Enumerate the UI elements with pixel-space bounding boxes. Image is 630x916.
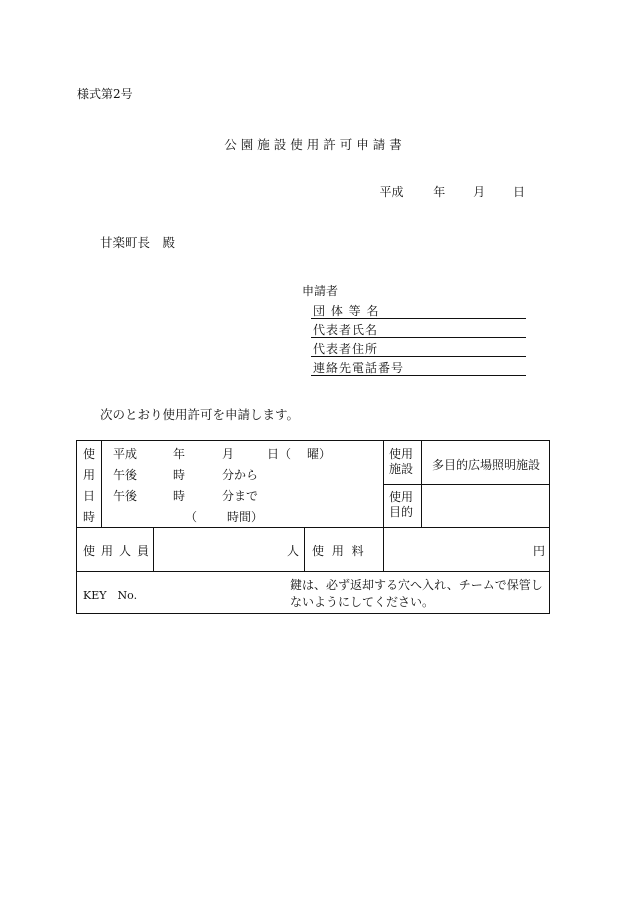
- period-label-2: 用: [83, 468, 96, 482]
- date-era: 平成: [379, 185, 404, 199]
- purpose-label: 使用目的: [389, 490, 414, 519]
- fee-unit: 円: [533, 544, 546, 558]
- applicant-heading: 申請者: [302, 284, 339, 298]
- start-ampm: 午後: [113, 468, 138, 482]
- purpose-input[interactable]: [423, 485, 547, 525]
- request-statement: 次のとおり使用許可を申請します。: [100, 407, 300, 422]
- fee-input[interactable]: [387, 531, 547, 569]
- application-table: [76, 440, 550, 614]
- addressee: 甘楽町長 殿: [100, 235, 176, 250]
- users-unit: 人: [287, 544, 300, 558]
- representative-name-label: 代表者氏名: [313, 323, 379, 337]
- representative-name-field[interactable]: [311, 321, 526, 338]
- end-minute: 分まで: [222, 489, 259, 503]
- duration-open: （: [185, 510, 198, 524]
- facility-label: 使用施設: [389, 447, 414, 476]
- duration-hours: 時間）: [227, 510, 264, 524]
- users-input[interactable]: [157, 531, 302, 569]
- group-name-field[interactable]: [311, 302, 526, 319]
- period-weekday: 曜）: [307, 447, 332, 461]
- period-day: 日（: [267, 447, 292, 461]
- date-day: 日: [512, 185, 525, 199]
- period-label-4: 時: [83, 510, 96, 524]
- date-year: 年: [433, 185, 446, 199]
- fee-label: 使 用 料: [312, 544, 366, 558]
- contact-phone-label: 連絡先電話番号: [313, 361, 405, 375]
- period-label-3: 日: [83, 489, 96, 503]
- start-hour: 時: [173, 468, 186, 482]
- page-title: 公園施設使用許可申請書: [224, 137, 406, 152]
- period-month: 月: [222, 447, 235, 461]
- period-era: 平成: [113, 447, 138, 461]
- end-hour: 時: [173, 489, 186, 503]
- contact-phone-field[interactable]: [311, 359, 526, 376]
- facility-value: 多目的広場照明施設: [432, 458, 541, 472]
- period-label-1: 使: [83, 447, 96, 461]
- key-number-label: KEY No.: [83, 589, 138, 602]
- users-label: 使用人員: [83, 544, 156, 558]
- representative-address-field[interactable]: [311, 340, 526, 357]
- key-note: 鍵は、必ず返却する穴へ入れ、チームで保管しないようにしてください。: [290, 578, 543, 609]
- end-ampm: 午後: [113, 489, 138, 503]
- start-minute: 分から: [222, 468, 259, 482]
- representative-address-label: 代表者住所: [313, 342, 379, 356]
- period-year: 年: [173, 447, 186, 461]
- form-number: 様式第2号: [77, 87, 133, 101]
- group-name-label: 団 体 等 名: [313, 304, 380, 318]
- date-line: [379, 183, 525, 200]
- date-month: 月: [473, 185, 486, 199]
